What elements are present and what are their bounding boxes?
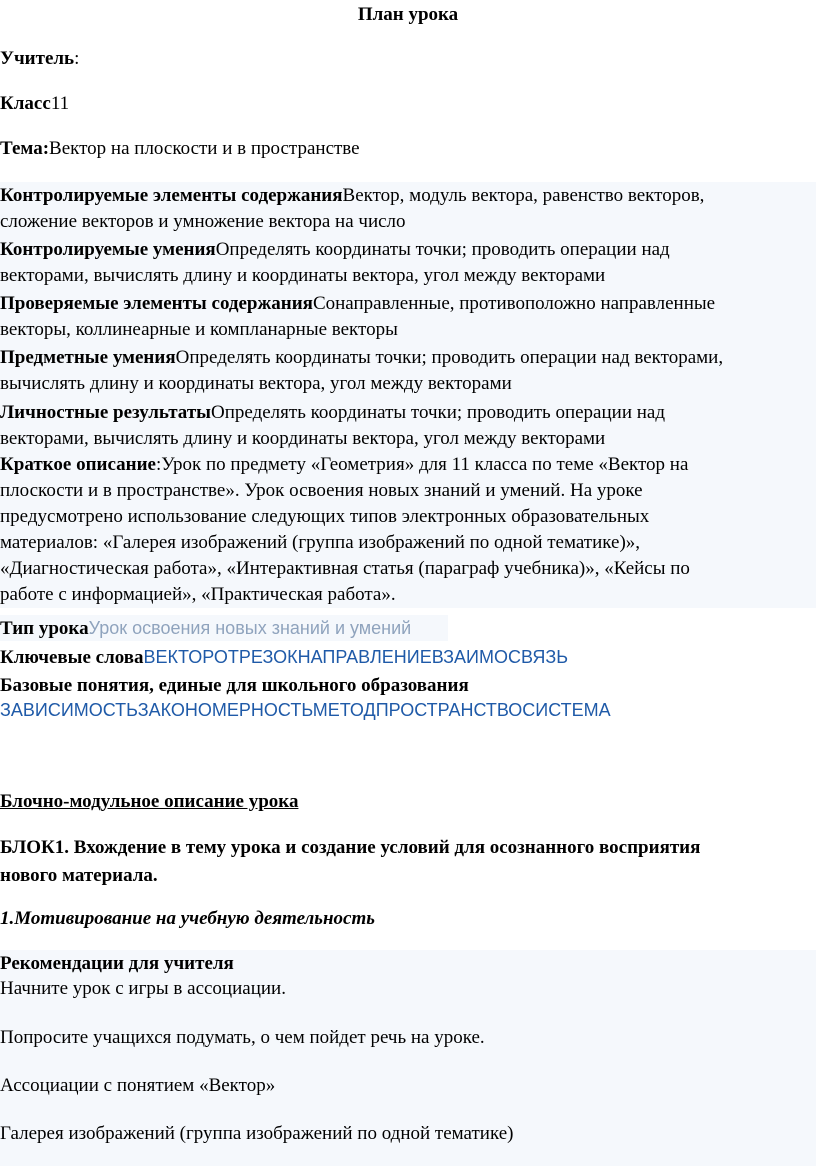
controlled-elements: Контролируемые элементы содержанияВектор, модуль вектора, равенство векторов,	[0, 185, 705, 206]
topic-row	[0, 138, 360, 160]
lesson-type-value: Урок освоения новых знаний и умений	[88, 618, 412, 638]
topic-value: Вектор на плоскости и в пространстве	[49, 138, 360, 159]
controlled-skills: Контролируемые уменияОпределять координаты точки; проводить операции над	[0, 239, 670, 260]
teacher-row: Учитель:	[0, 48, 80, 69]
class-label: Класс	[0, 93, 51, 114]
motivation-heading: 1.Мотивирование на учебную деятельность	[0, 908, 375, 929]
page-title: План урока	[357, 4, 459, 25]
topic-label: Тема:	[0, 138, 50, 159]
recommendation-text: Попросите учащихся подумать, о чем пойдет речь на уроке.	[0, 1027, 485, 1048]
base-concepts-value: ЗАВИСИМОСТЬЗАКОНОМЕРНОСТЬМЕТОДПРОСТРАНСТВОСИСТЕМА	[0, 700, 611, 720]
teacher-label: Учитель	[0, 48, 75, 69]
block1-heading: БЛОК1. Вхождение в тему урока и создание условий для осознанного восприятия	[0, 837, 701, 858]
checked-elements: Проверяемые элементы содержанияСонаправленные, противоположно направленные	[0, 293, 716, 314]
short-description: Краткое описание:Урок по предмету «Геометрия» для 11 класса по теме «Вектор на	[0, 454, 689, 475]
keywords: Ключевые словаВЕКТОРОТРЕЗОКНАПРАВЛЕНИЕВЗАИМОСВЯЗЬ	[0, 647, 569, 668]
recommendation-text: Ассоциации с понятием «Вектор»	[0, 1075, 276, 1096]
keywords-value: ВЕКТОРОТРЕЗОКНАПРАВЛЕНИЕВЗАИМОСВЯЗЬ	[143, 647, 569, 667]
recommendation-text: Галерея изображений (группа изображений по одной тематике)	[0, 1123, 514, 1144]
class-value: 11	[50, 93, 70, 114]
class-row	[0, 93, 69, 115]
block-heading: Блочно-модульное описание урока	[0, 791, 299, 812]
page: План урока Учитель: Класс11 Тема:Вектор на плоскости и в пространстве Контролируемые элементы содержанияВектор, модуль вектора, равенство векторов, сложение векторов и умножение вектора на число Контролируемые уменияОпределять координаты точки; проводить операции над векторами, вычислять длину и координаты вектора, угол между векторами Проверяемые элементы содержанияСонаправленные, противоположно направленные векторы, коллинеарные и компланарные векторы Предметные уменияОпределять координаты точки; проводить операции над векторами, вычислять длину и координаты вектора, угол между векторами Личностные результатыОпределять координаты точки; проводить операции над векторами, вычислять длину и координаты вектора, угол между векторами Краткое описание:Урок по предмету «Геометрия» для 11 класса по теме «Вектор на плоскости и в пространстве». Урок освоения новых знаний и умений. На уроке предусмотрено использование следующих типов электронных образовательных материалов: «Галерея изображений (группа изображений по одной тематике)», «Диагностическая работа», «Интерактивная статья (параграф учебника)», «Кейсы по работе с информацией», «Практическая работа». Тип урокаУрок освоения новых знаний и умений Ключевые словаВЕКТОРОТРЕЗОКНАПРАВЛЕНИЕВЗАИМОСВЯЗЬ Базовые понятия, единые для школьного образования ЗАВИСИМОСТЬЗАКОНОМЕРНОСТЬМЕТОДПРОСТРАНСТВОСИСТЕМА Блочно-модульное описание урока БЛОК1. Вхождение в тему урока и создание условий для осознанного восприятия нового материала. 1.Мотивирование на учебную деятельность Рекомендации для учителя Начните урок с игры в ассоциации. Попросите учащихся подумать, о чем пойдет речь на уроке. Ассоциации с понятием «Вектор» Галерея изображений (группа изображений по одной тематике)	[0, 0, 816, 1166]
subject-skills: Предметные уменияОпределять координаты точки; проводить операции над векторами,	[0, 347, 724, 368]
lesson-type: Тип урокаУрок освоения новых знаний и умений	[0, 615, 448, 641]
personal-results: Личностные результатыОпределять координаты точки; проводить операции над	[0, 402, 666, 423]
base-concepts-label: Базовые понятия, единые для школьного образования	[0, 675, 469, 696]
recommendations-label: Рекомендации для учителя	[0, 953, 234, 974]
recommendation-text: Начните урок с игры в ассоциации.	[0, 978, 286, 999]
